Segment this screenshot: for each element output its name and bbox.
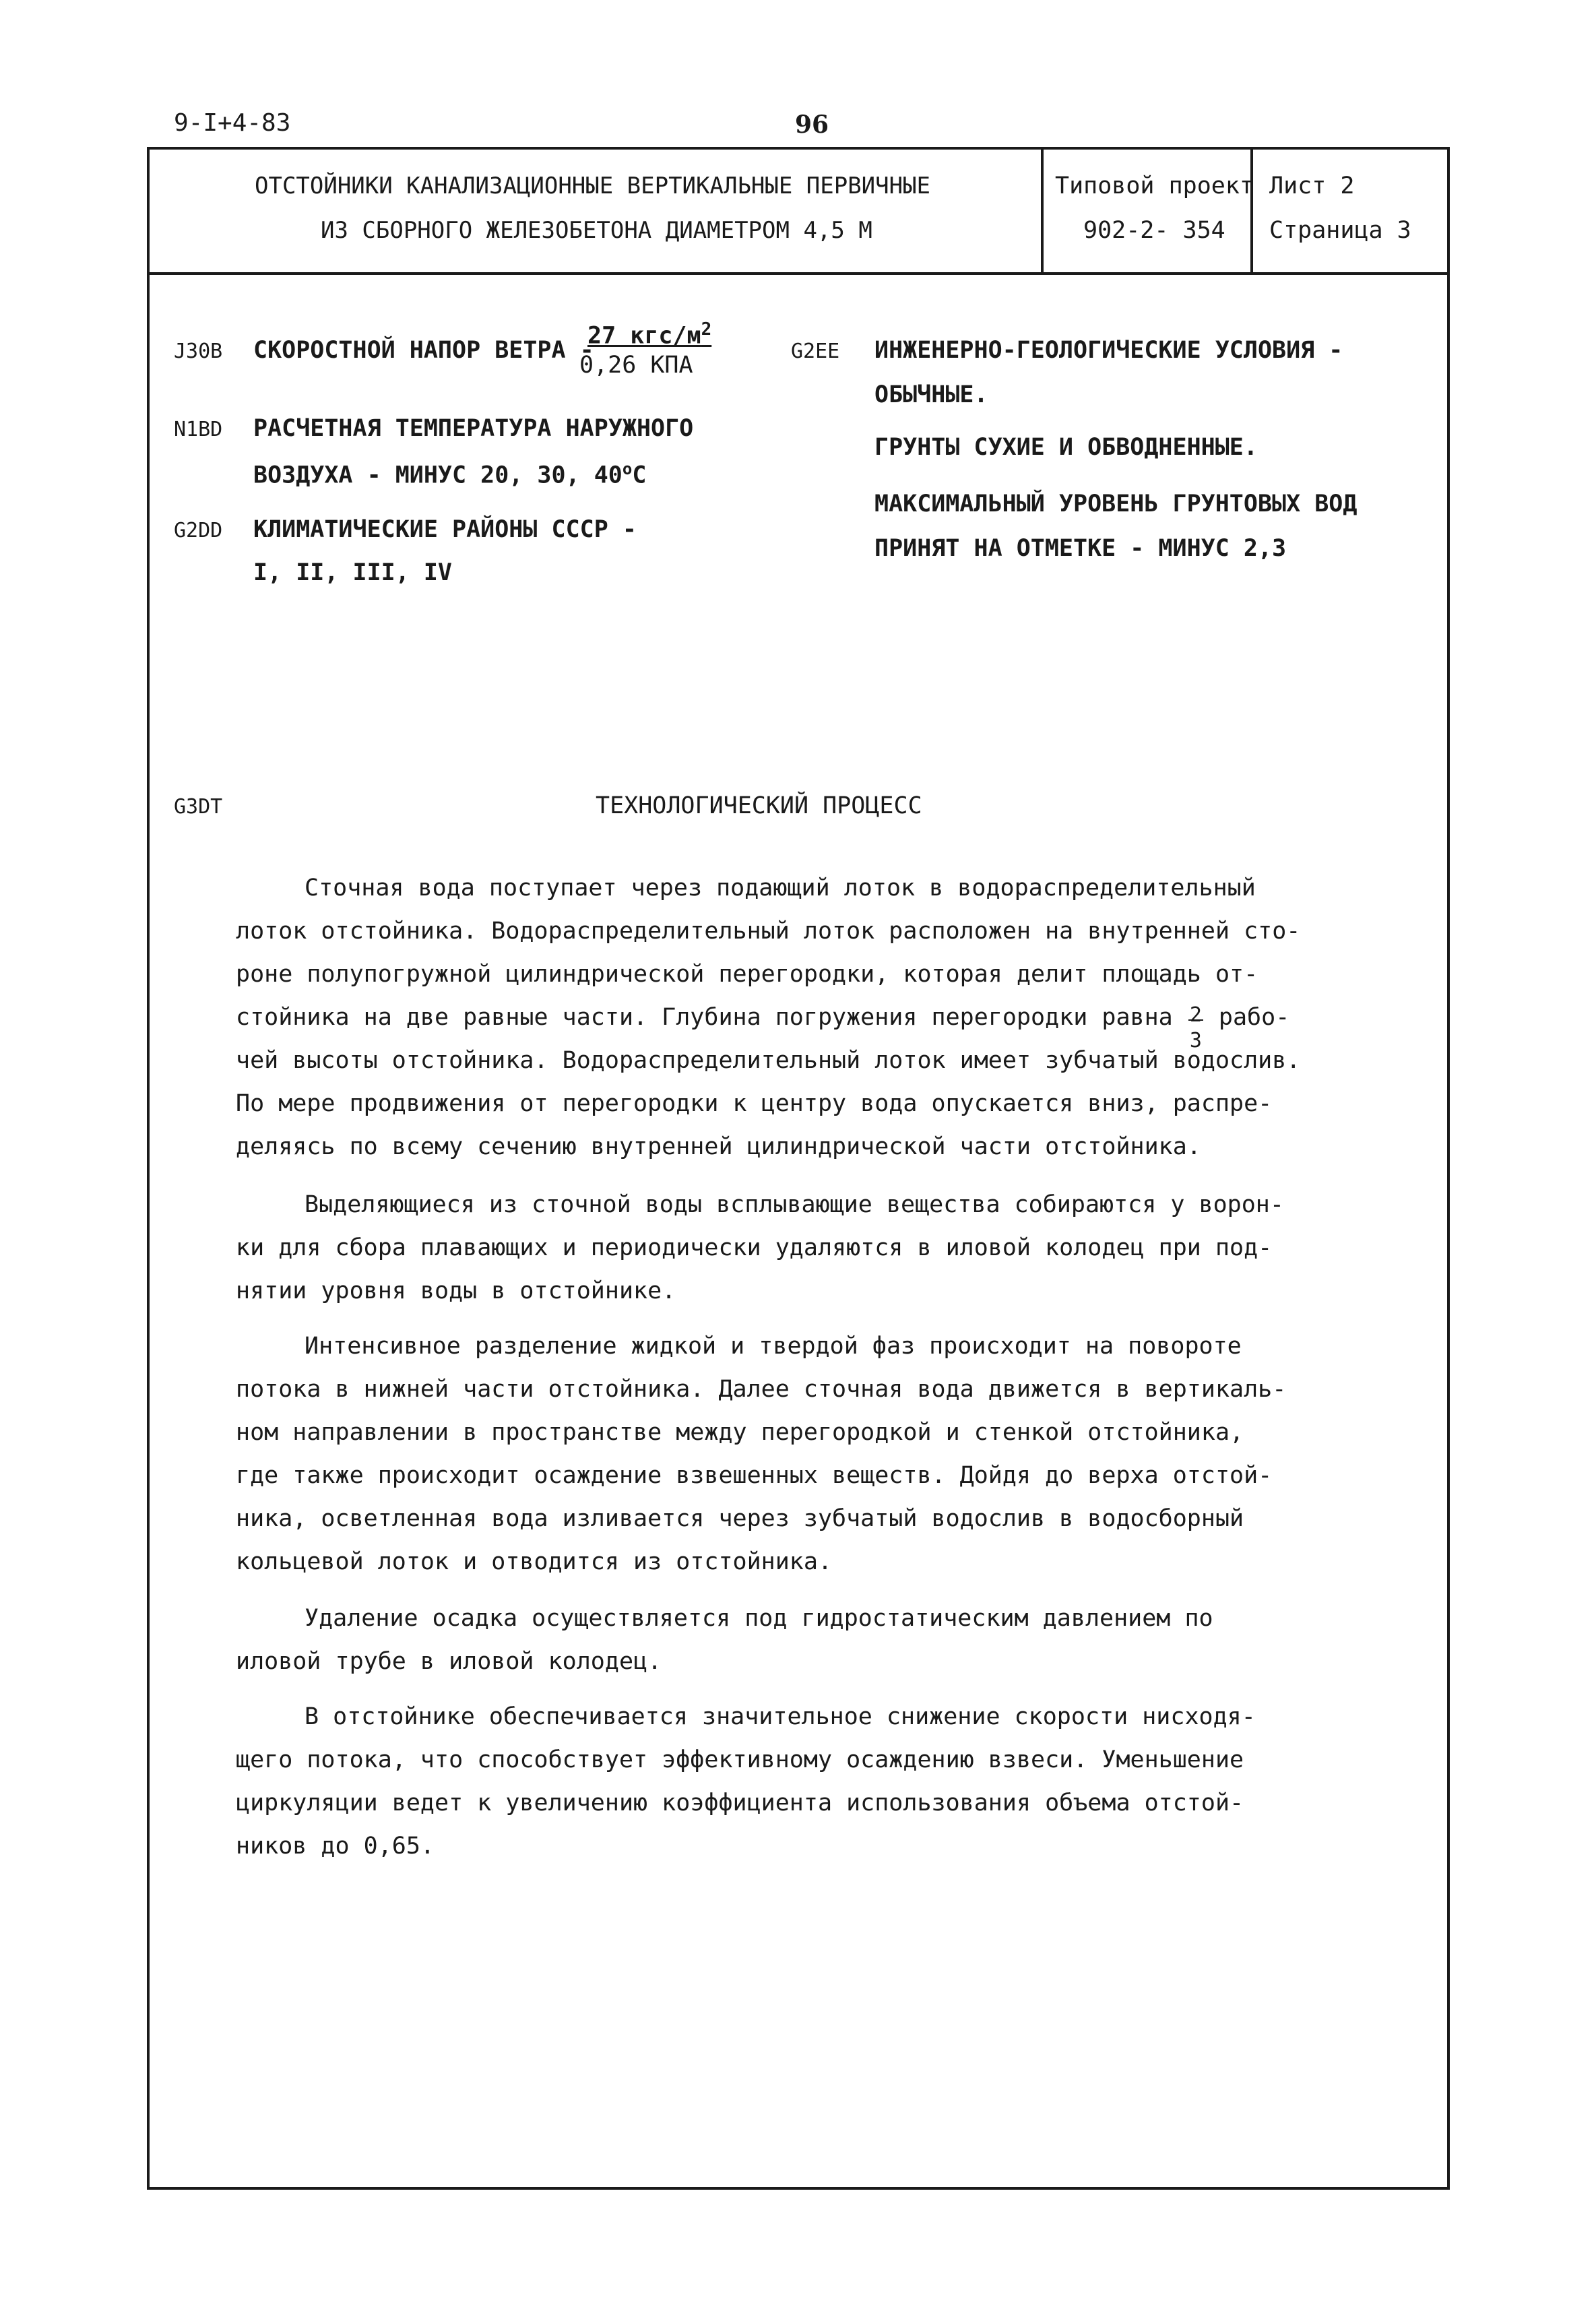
process-code: G3DT	[174, 795, 223, 819]
title-line-1: ОТСТОЙНИКИ КАНАЛИЗАЦИОННЫЕ ВЕРТИКАЛЬНЫЕ ПЕРВИЧНЫЕ	[255, 172, 931, 199]
text-line: Интенсивное разделение жидкой и твердой фаз происходит на повороте	[305, 1333, 1242, 1360]
text-line: нятии уровня воды в отстойнике.	[236, 1277, 676, 1304]
geology-line-4: МАКСИМАЛЬНЫЙ УРОВЕНЬ ГРУНТОВЫХ ВОД	[874, 490, 1358, 517]
geology-line-1: ИНЖЕНЕРНО-ГЕОЛОГИЧЕСКИЕ УСЛОВИЯ -	[874, 337, 1343, 364]
process-heading: ТЕХНОЛОГИЧЕСКИЙ ПРОЦЕСС	[596, 792, 922, 819]
text-line: В отстойнике обеспечивается значительное снижение скорости нисходя-	[305, 1703, 1256, 1730]
header-column-divider-1	[1041, 147, 1044, 274]
process-paragraph-5	[236, 1695, 1256, 1868]
text-line: Выделяющиеся из сточной воды всплывающие вещества собираются у ворон-	[305, 1191, 1284, 1218]
text-line: иловой трубе в иловой колодец.	[236, 1648, 662, 1675]
temperature-line-2: ВОЗДУХА - МИНУС 20, 30, 40$^o$С	[253, 460, 647, 489]
page-label: Страница 3	[1269, 217, 1411, 244]
text-line: ном направлении в пространстве между перегородкой и стенкой отстойника,	[236, 1419, 1244, 1446]
text-line: циркуляции ведет к увеличению коэффициента использования объема отстой-	[236, 1790, 1244, 1816]
geology-line-5: ПРИНЯТ НА ОТМЕТКЕ - МИНУС 2,3	[874, 535, 1287, 562]
temperature-line-1: РАСЧЕТНАЯ ТЕМПЕРАТУРА НАРУЖНОГО	[253, 415, 694, 442]
fraction-two-thirds: 2 3	[1189, 1003, 1202, 1052]
text-line: щего потока, что способствует эффективному осаждению взвеси. Уменьшение	[236, 1746, 1244, 1773]
text-line: чей высоты отстойника. Водораспределительный лоток имеет зубчатый водослив.	[236, 1047, 1301, 1074]
text-line: лоток отстойника. Водораспределительный лоток расположен на внутренней сто-	[236, 918, 1301, 945]
header-column-divider-2	[1250, 147, 1253, 274]
header-divider	[147, 272, 1450, 275]
temperature-code: N1BD	[174, 418, 223, 441]
project-number: 902-2- 354	[1083, 217, 1225, 244]
wind-value-fraction	[579, 319, 714, 379]
title-line-2: ИЗ СБОРНОГО ЖЕЛЕЗОБЕТОНА ДИАМЕТРОМ 4,5 М	[321, 217, 872, 244]
text-line: Удаление осадка осуществляется под гидростатическим давлением по	[305, 1605, 1213, 1632]
text-line: кольцевой лоток и отводится из отстойника.	[236, 1548, 833, 1575]
text-line: деляясь по всему сечению внутренней цилиндрической части отстойника.	[236, 1133, 1201, 1160]
process-paragraph-3	[236, 1325, 1287, 1583]
geology-line-3: ГРУНТЫ СУХИЕ И ОБВОДНЕННЫЕ.	[874, 434, 1258, 461]
wind-value	[579, 319, 714, 379]
text-line: где также происходит осаждение взвешенных веществ. Дойдя до верха отстой-	[236, 1462, 1273, 1489]
project-label: Типовой проект	[1055, 172, 1254, 199]
process-paragraph-4	[236, 1597, 1240, 1683]
wind-code: J30B	[174, 340, 223, 363]
climate-line-1: КЛИМАТИЧЕСКИЕ РАЙОНЫ СССР -	[253, 516, 637, 543]
text-line: роне полупогружной цилиндрической перегородки, которая делит площадь от-	[236, 961, 1258, 988]
text-line: потока в нижней части отстойника. Далее сточная вода движется в вертикаль-	[236, 1376, 1287, 1403]
page-number: 96	[795, 110, 829, 139]
text-line: Сточная вода поступает через подающий лоток в водораспределительный	[305, 875, 1256, 901]
geology-line-2: ОБЫЧНЫЕ.	[874, 381, 988, 408]
geology-code: G2EE	[791, 340, 840, 363]
sheet-label: Лист 2	[1269, 172, 1355, 199]
text-line: ника, осветленная вода изливается через зубчатый водослив в водосборный	[236, 1505, 1244, 1532]
climate-code: G2DD	[174, 519, 223, 542]
document-code: 9-I+4-83	[174, 109, 291, 137]
text-line-with-fraction: стойника на две равные части. Глубина погружения перегородки равна 2 3 рабо-	[236, 1003, 1290, 1052]
text-line: ников до 0,65.	[236, 1833, 435, 1860]
text-line: ки для сбора плавающих и периодически удаляются в иловой колодец при под-	[236, 1234, 1273, 1261]
wind-value-bottom: 0,26 КПА	[579, 352, 693, 379]
text-line: По мере продвижения от перегородки к центру вода опускается вниз, распре-	[236, 1090, 1273, 1117]
process-paragraph-1	[236, 866, 1301, 1168]
wind-label: СКОРОСТНОЙ НАПОР ВЕТРА -	[253, 337, 594, 364]
process-paragraph-2	[236, 1183, 1284, 1312]
climate-line-2: I, II, III, IV	[253, 559, 453, 586]
wind-value-top: 27 кгс/$м^2$	[587, 319, 712, 350]
